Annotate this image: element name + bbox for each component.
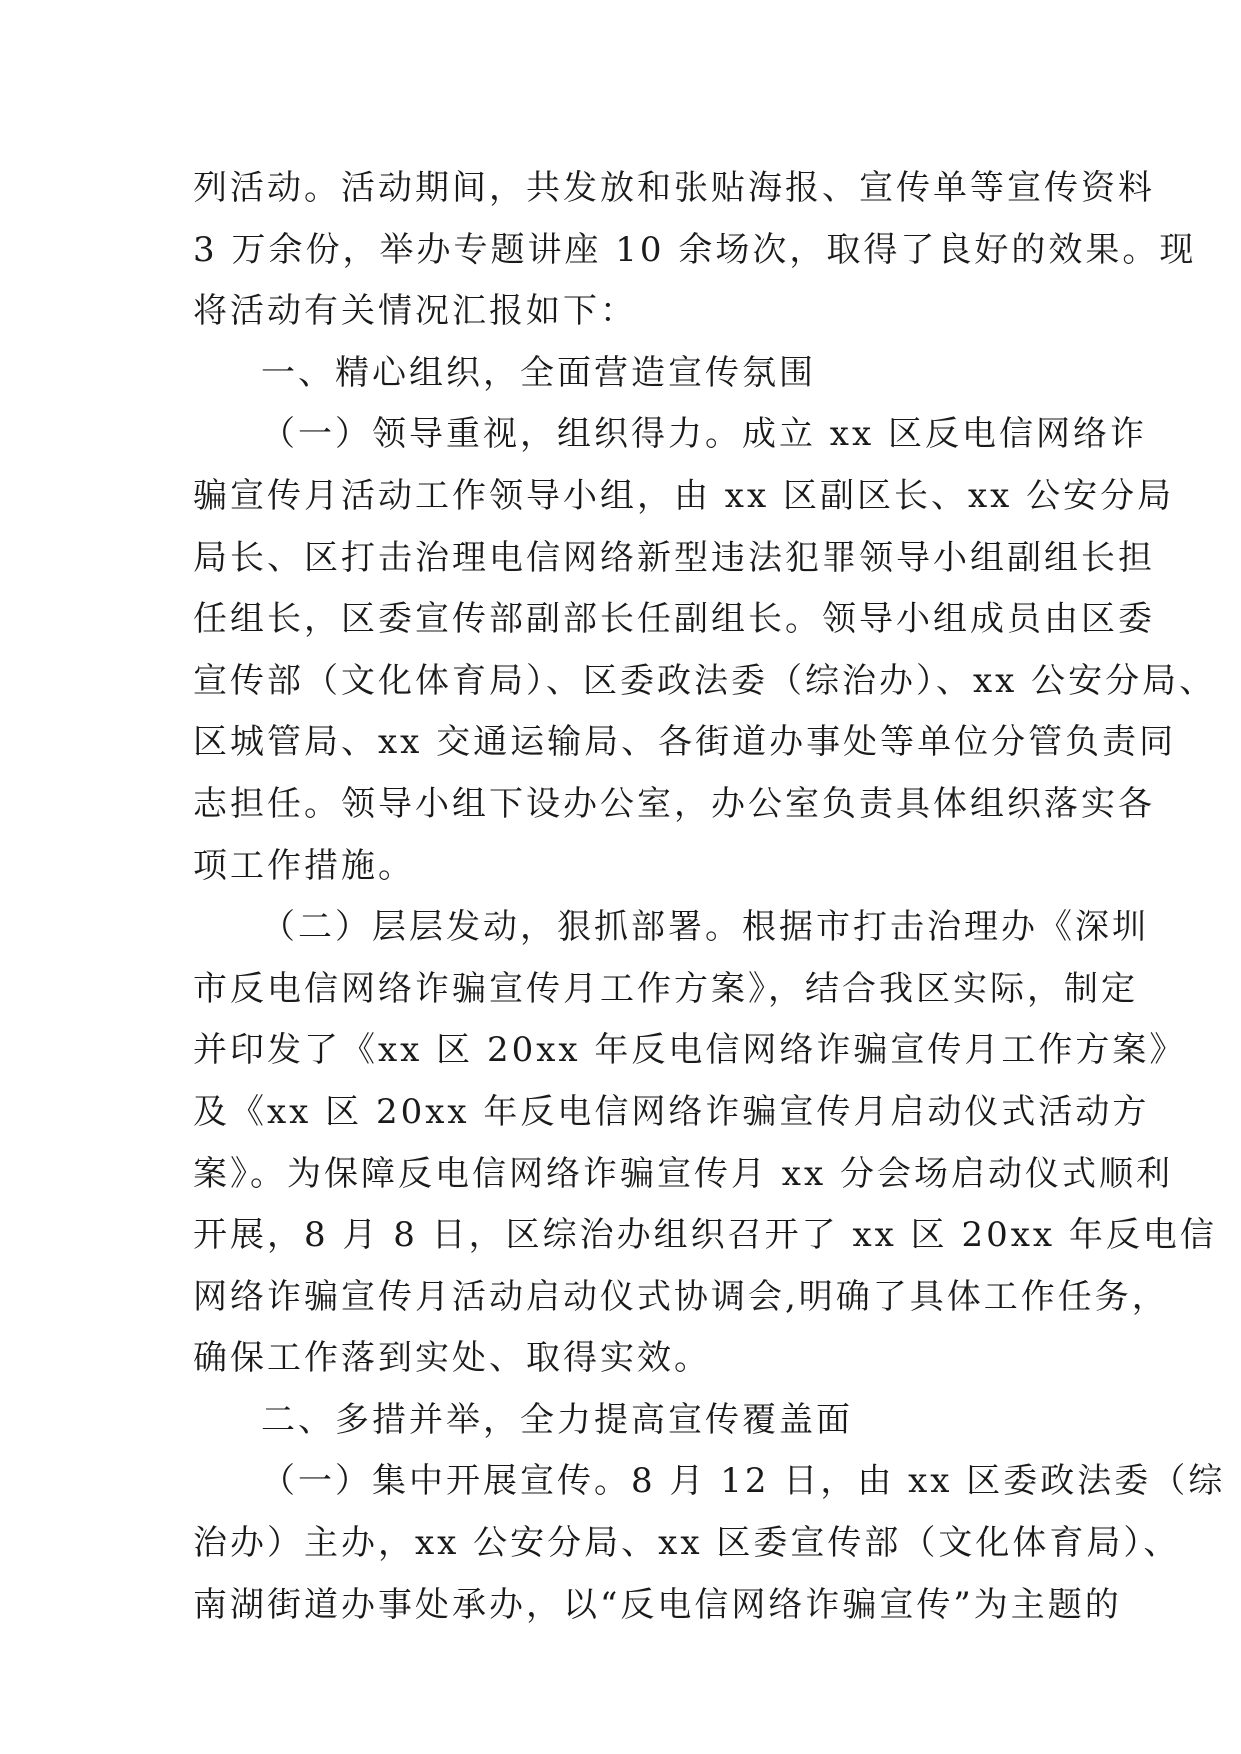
body-line: 治办）主办，xx 公安分局、xx 区委宣传部（文化体育局）、	[193, 1523, 1181, 1564]
body-line: 开展，8 月 8 日，区综治办组织召开了 xx 区 20xx 年反电信	[193, 1215, 1217, 1256]
body-line: 任组长，区委宣传部副部长任副组长。领导小组成员由区委	[193, 599, 1155, 640]
subsection-heading: （二）层层发动，狠抓部署。根据市打击治理办《深圳	[261, 907, 1149, 948]
body-line: 骗宣传月活动工作领导小组，由 xx 区副区长、xx 公安分局	[193, 475, 1175, 516]
section-heading: 二、多措并举，全力提高宣传覆盖面	[261, 1399, 853, 1440]
body-line: 并印发了《xx 区 20xx 年反电信网络诈骗宣传月工作方案》	[193, 1030, 1187, 1071]
body-line: 及《xx 区 20xx 年反电信网络诈骗宣传月启动仪式活动方	[193, 1091, 1150, 1132]
body-line: 区城管局、xx 交通运输局、各街道办事处等单位分管负责同	[193, 722, 1177, 763]
body-line: 案》。为保障反电信网络诈骗宣传月 xx 分会场启动仪式顺利	[193, 1153, 1173, 1194]
body-line: 3 万余份，举办专题讲座 10 余场次，取得了良好的效果。现	[193, 229, 1197, 270]
body-line: 南湖街道办事处承办，以“反电信网络诈骗宣传”为主题的	[193, 1584, 1122, 1625]
subsection-heading: （一）领导重视，组织得力。成立 xx 区反电信网络诈	[261, 414, 1147, 455]
section-heading: 一、精心组织，全面营造宣传氛围	[261, 352, 816, 393]
body-line: 局长、区打击治理电信网络新型违法犯罪领导小组副组长担	[193, 537, 1155, 578]
body-line: 将活动有关情况汇报如下：	[193, 291, 637, 332]
body-line: 市反电信网络诈骗宣传月工作方案》，结合我区实际，制定	[193, 968, 1138, 1009]
body-line: 列活动。活动期间，共发放和张贴海报、宣传单等宣传资料	[193, 168, 1155, 208]
body-line: 志担任。领导小组下设办公室，办公室负责具体组织落实各	[193, 783, 1155, 824]
body-line: 项工作措施。	[193, 845, 415, 886]
document-body	[193, 158, 1226, 1636]
body-line: 网络诈骗宣传月活动启动仪式协调会,明确了具体工作任务，	[193, 1276, 1169, 1317]
body-line: 确保工作落到实处、取得实效。	[193, 1338, 711, 1379]
subsection-heading: （一）集中开展宣传。8 月 12 日，由 xx 区委政法委（综	[261, 1461, 1226, 1502]
body-line: 宣传部（文化体育局）、区委政法委（综治办）、xx 公安分局、	[193, 660, 1217, 701]
